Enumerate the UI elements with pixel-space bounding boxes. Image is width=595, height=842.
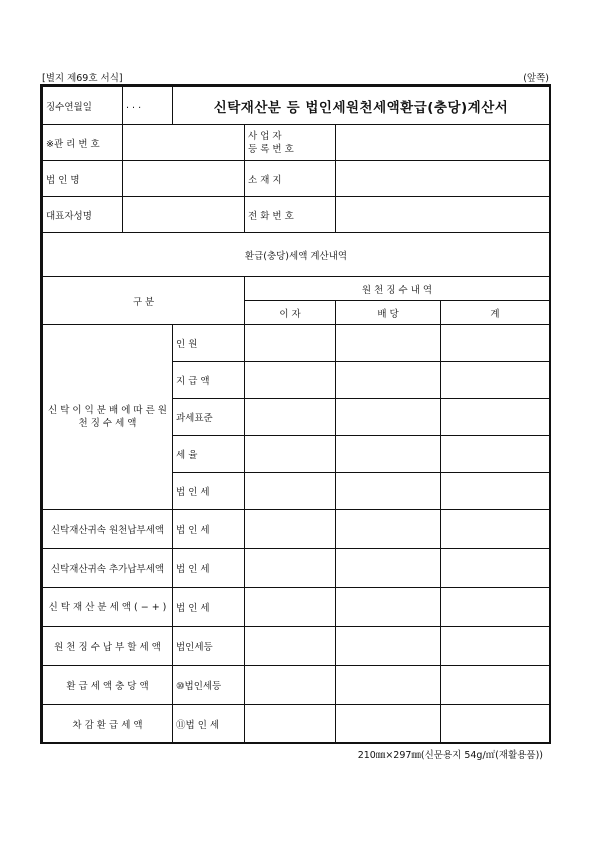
summary-row-item: 법인세등 (173, 627, 245, 666)
amount-cell[interactable] (441, 362, 550, 399)
amount-cell[interactable] (441, 588, 550, 627)
column-total: 계 (441, 301, 550, 325)
phone-number-field[interactable] (336, 197, 550, 233)
business-registration-label-line1: 사 업 자 (248, 130, 282, 142)
corporation-name-field[interactable] (123, 161, 245, 197)
amount-cell[interactable] (245, 588, 336, 627)
group1-item-label: 인 원 (173, 325, 245, 362)
summary-row-label: 신탁재산귀속 추가납부세액 (43, 549, 173, 588)
amount-cell[interactable] (336, 510, 441, 549)
form-title: 신탁재산분 등 법인세원천세액환급(충당)계산서 (173, 87, 550, 125)
amount-cell[interactable] (336, 549, 441, 588)
business-registration-field[interactable] (336, 125, 550, 161)
address-label: 소 재 지 (245, 161, 336, 197)
amount-cell[interactable] (336, 588, 441, 627)
summary-row-item: 법 인 세 (173, 549, 245, 588)
amount-cell[interactable] (245, 549, 336, 588)
phone-number-label: 전 화 번 호 (245, 197, 336, 233)
amount-cell[interactable] (441, 510, 550, 549)
summary-row-label: 차 감 환 급 세 액 (43, 705, 173, 744)
representative-name-label: 대표자성명 (43, 197, 123, 233)
representative-name-field[interactable] (123, 197, 245, 233)
section-title: 환급(충당)세액 계산내역 (43, 233, 550, 277)
summary-row-label: 신탁재산귀속 원천납부세액 (43, 510, 173, 549)
amount-cell[interactable] (245, 362, 336, 399)
summary-row-label: 원 천 징 수 납 부 할 세 액 (43, 627, 173, 666)
amount-cell[interactable] (245, 510, 336, 549)
management-number-label: ※관 리 번 호 (43, 125, 123, 161)
group1-item-label: 지 급 액 (173, 362, 245, 399)
amount-cell[interactable] (336, 473, 441, 510)
amount-cell[interactable] (245, 399, 336, 436)
summary-row-label: 환 급 세 액 충 당 액 (43, 666, 173, 705)
column-dividend: 배 당 (336, 301, 441, 325)
amount-cell[interactable] (441, 473, 550, 510)
amount-cell[interactable] (441, 549, 550, 588)
summary-row-item: ⑩법인세등 (173, 666, 245, 705)
business-registration-label (245, 125, 336, 161)
form-number: [별지 제69호 서식] (42, 73, 123, 84)
summary-row-item: 법 인 세 (173, 510, 245, 549)
form-table (42, 86, 550, 744)
management-number-field[interactable] (123, 125, 245, 161)
amount-cell[interactable] (441, 325, 550, 362)
amount-cell[interactable] (336, 399, 441, 436)
amount-cell[interactable] (336, 627, 441, 666)
amount-cell[interactable] (441, 705, 550, 744)
group1-item-label: 세 율 (173, 436, 245, 473)
corporation-name-label: 법 인 명 (43, 161, 123, 197)
amount-cell[interactable] (336, 666, 441, 705)
summary-row-item: 법 인 세 (173, 588, 245, 627)
paper-spec: 210㎜×297㎜(신문용지 54g/㎡(재활용품)) (357, 750, 543, 761)
amount-cell[interactable] (245, 705, 336, 744)
amount-cell[interactable] (336, 436, 441, 473)
trust-distribution-withholding-label: 신 탁 이 익 분 배 에 따 른 원 천 징 수 세 액 (43, 325, 173, 510)
column-interest: 이 자 (245, 301, 336, 325)
amount-cell[interactable] (245, 325, 336, 362)
address-field[interactable] (336, 161, 550, 197)
page-side-label: (앞쪽) (523, 73, 549, 84)
amount-cell[interactable] (245, 627, 336, 666)
amount-cell[interactable] (441, 627, 550, 666)
summary-row-label: 신 탁 재 산 분 세 액 ( − + ) (43, 588, 173, 627)
summary-row-item: ⑪법 인 세 (173, 705, 245, 744)
amount-cell[interactable] (336, 362, 441, 399)
amount-cell[interactable] (441, 666, 550, 705)
amount-cell[interactable] (336, 705, 441, 744)
received-date-label: 징수연월일 (43, 87, 123, 125)
amount-cell[interactable] (245, 666, 336, 705)
business-registration-label-line2: 등 록 번 호 (248, 143, 294, 155)
received-date-value[interactable]: . . . (123, 87, 173, 125)
group1-item-label: 과세표준 (173, 399, 245, 436)
amount-cell[interactable] (245, 436, 336, 473)
amount-cell[interactable] (336, 325, 441, 362)
amount-cell[interactable] (245, 473, 336, 510)
group1-item-label: 법 인 세 (173, 473, 245, 510)
refund-calculation-form (40, 84, 551, 744)
category-header: 구 분 (43, 277, 245, 325)
withholding-header: 원 천 징 수 내 역 (245, 277, 550, 301)
amount-cell[interactable] (441, 436, 550, 473)
amount-cell[interactable] (441, 399, 550, 436)
